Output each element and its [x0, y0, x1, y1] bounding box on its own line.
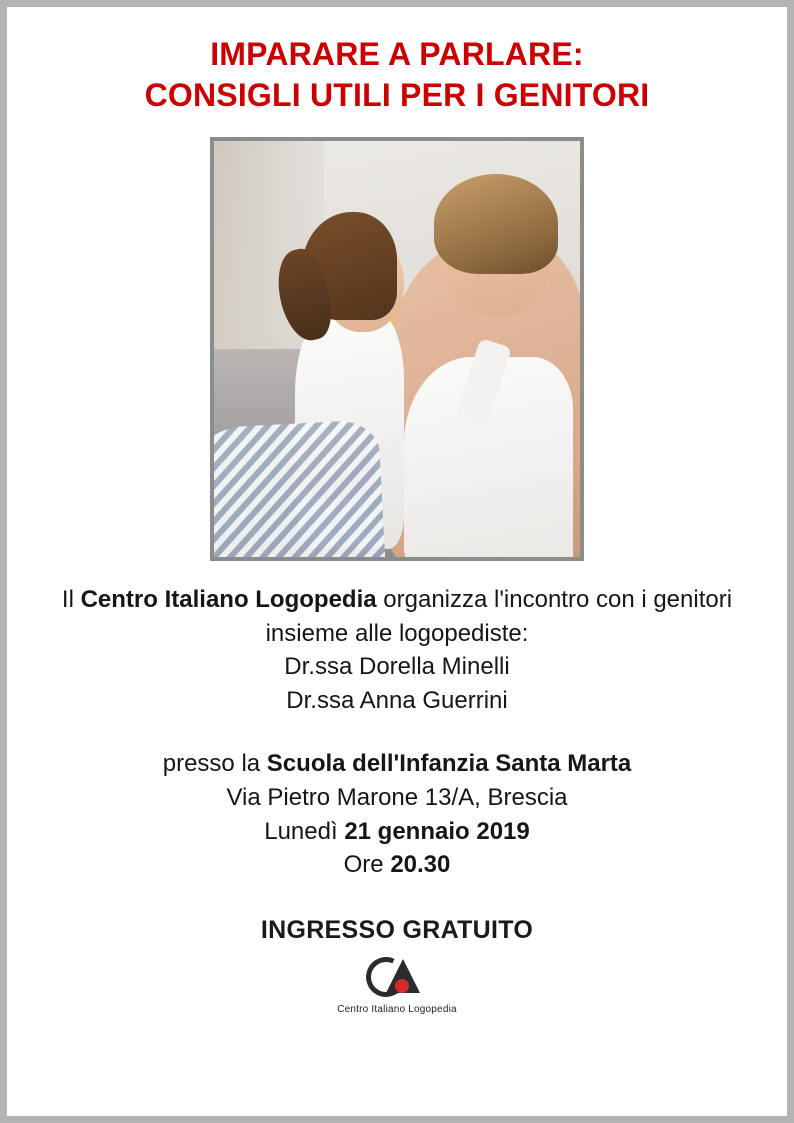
cil-logo-icon: [366, 957, 428, 1001]
intro-suffix: organizza l'incontro con i genitori insieme alle logopediste:: [265, 586, 733, 647]
title-line-2: CONSIGLI UTILI PER I GENITORI: [144, 77, 650, 114]
time-value: 20.30: [390, 851, 451, 879]
mother-child-photo: [210, 137, 584, 561]
poster-content: [7, 7, 787, 1116]
venue-prefix: presso la: [162, 750, 267, 778]
address-line: Via Pietro Marone 13/A, Brescia: [226, 784, 568, 812]
date-value: 21 gennaio 2019: [344, 817, 530, 845]
time-line: [29, 848, 765, 882]
date-prefix: Lunedì: [264, 817, 345, 845]
text-spacer: [29, 717, 765, 747]
time-prefix: Ore: [343, 851, 391, 879]
admission-notice: INGRESSO GRATUITO: [260, 915, 534, 944]
speaker-1: Dr.ssa Dorella Minelli: [284, 653, 510, 681]
photo-mother-hair: [434, 174, 558, 274]
date-line: [29, 815, 765, 849]
logo: [337, 957, 457, 1015]
title-line-1: IMPARARE A PARLARE:: [210, 36, 584, 72]
speaker-2: Dr.ssa Anna Guerrini: [286, 686, 508, 714]
logo-red-dot-icon: [395, 979, 409, 993]
poster-body: [29, 583, 765, 882]
photo-blanket: [214, 419, 386, 557]
venue-name: Scuola dell'Infanzia Santa Marta: [266, 750, 632, 778]
organization-name: Centro Italiano Logopedia: [80, 586, 377, 614]
venue-line: [29, 747, 765, 781]
intro-paragraph: [29, 583, 765, 650]
photo-illustration: [214, 141, 580, 557]
intro-prefix: Il: [61, 586, 81, 614]
logo-caption: Centro Italiano Logopedia: [337, 1003, 457, 1015]
page-title: [145, 35, 650, 115]
